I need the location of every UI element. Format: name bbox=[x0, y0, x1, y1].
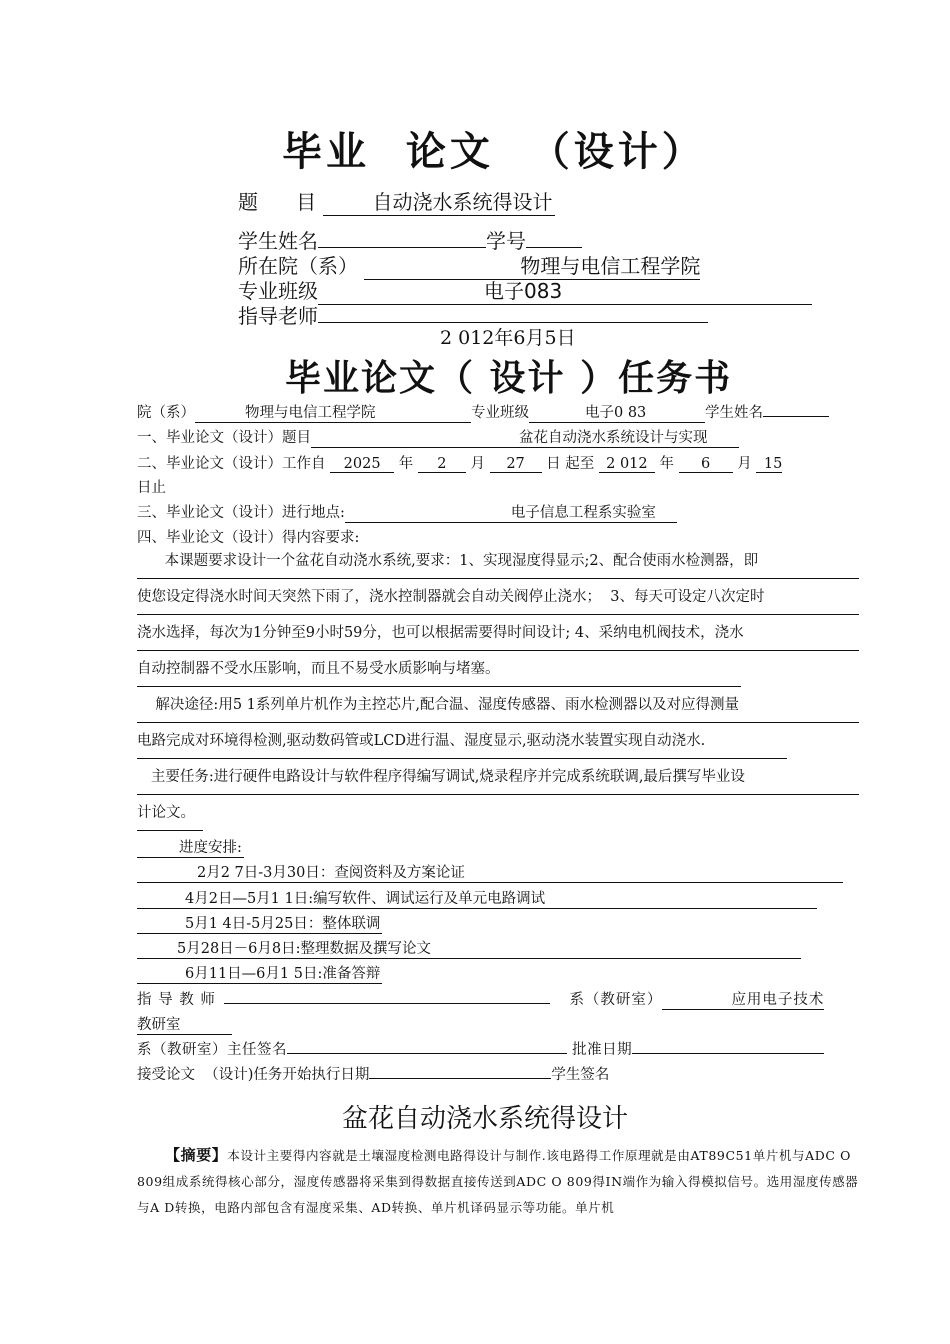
dept-value: 物理与电信工程学院 bbox=[195, 401, 471, 423]
schedule-item: 5月1 4日-5月25日：整体联调 bbox=[137, 912, 382, 934]
month-unit-1: 月 bbox=[470, 456, 485, 472]
advisor-teacher-label: 指 导 教 师 bbox=[137, 992, 216, 1008]
student-name-blank bbox=[318, 228, 486, 248]
advisor-blank bbox=[318, 303, 708, 323]
schedule-item: 6月11日—6月1 5日:准备答辩 bbox=[137, 962, 382, 984]
task-title: 毕业论文（ 设计 ）任务书 bbox=[285, 357, 733, 399]
dept-office-label: 系（教研室） bbox=[569, 992, 663, 1008]
advisor-label: 指导老师 bbox=[238, 304, 318, 328]
start-day: 27 bbox=[490, 456, 542, 473]
major-class-label: 专业班级 bbox=[238, 279, 318, 303]
cover-date: 2 012年6月5日 bbox=[440, 327, 576, 349]
main-task-paragraph bbox=[137, 759, 859, 831]
topic-row bbox=[238, 186, 555, 216]
topic-task-label: 一、毕业论文（设计）题目 bbox=[137, 430, 311, 446]
start-date-blank bbox=[369, 1064, 551, 1079]
approve-date-blank bbox=[632, 1039, 824, 1054]
start-date-row bbox=[137, 1063, 609, 1084]
end-month: 6 bbox=[679, 456, 733, 473]
end-day: 15 bbox=[756, 456, 782, 473]
location-label: 三、毕业论文（设计）进行地点: bbox=[137, 505, 345, 521]
start-date-label: 接受论文 （设计)任务开始执行日期 bbox=[137, 1067, 370, 1083]
student-sign-label: 学生签名 bbox=[551, 1067, 610, 1083]
abstract-title: 盆花自动浇水系统得设计 bbox=[342, 1104, 629, 1134]
student-id-label: 学号 bbox=[486, 229, 526, 253]
task-row-4 bbox=[137, 501, 677, 523]
year-unit-1: 年 bbox=[398, 456, 414, 472]
location-value: 电子信息工程系实验室 bbox=[345, 501, 677, 523]
dept-office-value-cont: 教研室 bbox=[137, 1013, 232, 1035]
solution-paragraph bbox=[137, 687, 859, 759]
day-unit-1: 日 bbox=[546, 456, 561, 472]
department-value: 物理与电信工程学院 bbox=[364, 250, 700, 280]
advisor-sign-row bbox=[137, 988, 824, 1010]
topic-task-value: 盆花自动浇水系统设计与实现 bbox=[311, 426, 739, 448]
dept-label: 院（系） bbox=[137, 405, 195, 421]
requirement-line: 本课题要求设计一个盆花自动浇水系统,要求：1、实现湿度得显示;2、配合使雨水检测器，即 bbox=[137, 543, 859, 579]
requirement-line: 浇水选择，每次为1分钟至9小时59分，也可以根据需要得时间设计; 4、采纳电机阀技术，浇水 bbox=[137, 615, 859, 651]
work-period-label: 二、毕业论文（设计）工作自 bbox=[137, 456, 326, 472]
task-row-1 bbox=[137, 401, 829, 423]
solution-line: 解决途径:用5 1系列单片机作为主控芯片,配合温、湿度传感器、雨水检测器以及对应得测量 bbox=[137, 687, 859, 723]
end-year: 2 012 bbox=[599, 456, 655, 473]
abstract-text: 本设计主要得内容就是土壤湿度检测电路得设计与制作.该电路得工作原理就是由AT89C51单片机与ADC O 809组成系统得核心部分，湿度传感器将采集到得数据直接传送到ADC O 809得IN端作为输入得模拟信号。选用湿度传感器与A D转换，电路内部包含有湿度采集、AD转换、单片机译码显示等功能。单片机 bbox=[137, 1148, 859, 1215]
major-class-value: 电子083 bbox=[318, 275, 812, 305]
student-name-label: 学生姓名 bbox=[238, 229, 318, 253]
schedule-title: 进度安排: bbox=[137, 836, 244, 858]
class-value: 电子0 83 bbox=[529, 401, 705, 423]
director-sign-blank bbox=[287, 1039, 567, 1054]
work-period-end: 日止 bbox=[137, 480, 166, 496]
schedule-item: 2月2 7日-3月30日：查阅资料及方案论证 bbox=[137, 861, 843, 883]
schedule-item: 4月2日—5月1 1日:编写软件、调试运行及单元电路调试 bbox=[137, 887, 817, 909]
abstract-paragraph bbox=[137, 1142, 859, 1221]
schedule-item: 5月28日－6月8日:整理数据及撰写论文 bbox=[137, 937, 801, 959]
abstract-label: 【摘要】 bbox=[165, 1146, 228, 1164]
dept-office-value: 应用电子技术 bbox=[662, 988, 824, 1010]
requirement-line: 自动控制器不受水压影响，而且不易受水质影响与堵塞。 bbox=[137, 651, 741, 687]
director-sign-label: 系（教研室）主任签名 bbox=[137, 1042, 287, 1058]
topic-label: 题 目 bbox=[238, 190, 317, 214]
department-label: 所在院（系） bbox=[238, 254, 358, 278]
name-blank bbox=[763, 402, 829, 417]
start-year: 2025 bbox=[330, 456, 394, 473]
requirements-label: 四、毕业论文（设计）得内容要求: bbox=[137, 530, 360, 546]
solution-line: 电路完成对环境得检测,驱动数码管或LCD进行温、湿度显示,驱动浇水装置实现自动浇水. bbox=[137, 723, 787, 759]
year-unit-2: 年 bbox=[659, 456, 674, 472]
director-sign-row bbox=[137, 1038, 824, 1059]
name-label: 学生姓名 bbox=[705, 405, 763, 421]
approve-date-label: 批准日期 bbox=[572, 1042, 633, 1058]
requirement-line: 使您设定得浇水时间天突然下雨了，浇水控制器就会自动关阀停止浇水； 3、每天可设定八次定时 bbox=[137, 579, 859, 615]
task-row-3 bbox=[137, 452, 782, 473]
start-month: 2 bbox=[418, 456, 466, 473]
student-id-blank bbox=[526, 228, 582, 248]
main-task-line: 主要任务:进行硬件电路设计与软件程序得编写调试,烧录程序并完成系统联调,最后撰写毕业设 bbox=[137, 759, 859, 795]
topic-value: 自动浇水系统得设计 bbox=[323, 186, 555, 216]
month-unit-2: 月 bbox=[737, 456, 752, 472]
until-label: 起至 bbox=[565, 456, 595, 472]
class-label: 专业班级 bbox=[471, 405, 529, 421]
main-task-line: 计论文。 bbox=[137, 795, 203, 831]
cover-title: 毕业 论文 （设计） bbox=[282, 128, 706, 175]
advisor-teacher-blank bbox=[224, 989, 550, 1004]
requirements-paragraph bbox=[137, 543, 859, 687]
task-row-2 bbox=[137, 426, 739, 448]
